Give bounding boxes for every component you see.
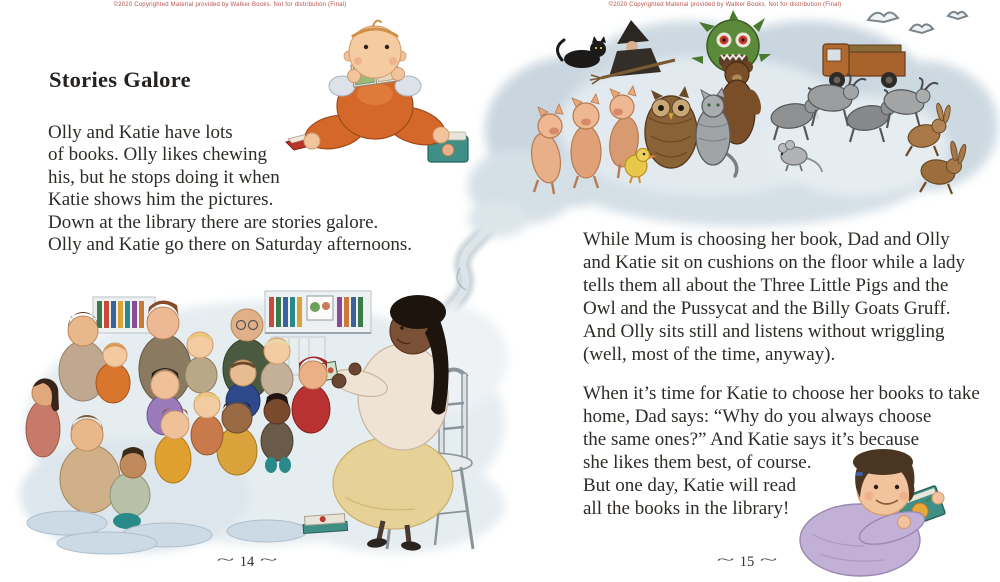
page-number-left bbox=[216, 552, 278, 571]
text-line: all the books in the library! bbox=[583, 498, 790, 519]
right-page-paragraph-1 bbox=[583, 228, 965, 366]
right-page bbox=[500, 0, 1000, 582]
text-line: Katie shows him the pictures. bbox=[48, 189, 274, 211]
text-line: home, Dad says: “Why do you always choose bbox=[583, 406, 932, 427]
text-line: she likes them best, of course. bbox=[583, 452, 812, 473]
text-line: Down at the library there are stories galore. bbox=[48, 211, 379, 233]
page-number: 15 bbox=[739, 554, 755, 570]
right-page-paragraph-2 bbox=[583, 382, 980, 520]
text-line: and Katie sit on cushions on the floor while a lady bbox=[583, 252, 966, 273]
page-number-flourish: ~ bbox=[259, 552, 278, 568]
text-line: Owl and the Pussycat and the Billy Goats Gruff. bbox=[583, 298, 951, 319]
text-line: his, but he stops doing it when bbox=[48, 166, 280, 188]
page-number: 14 bbox=[239, 554, 255, 570]
text-line: of books. Olly likes chewing bbox=[48, 144, 268, 166]
text-line: When it’s time for Katie to choose her books to take bbox=[583, 383, 980, 404]
page-number-flourish: ~ bbox=[716, 552, 735, 568]
page-number-flourish: ~ bbox=[216, 552, 235, 568]
left-page-paragraph bbox=[48, 122, 412, 256]
text-line: Olly and Katie have lots bbox=[48, 122, 233, 143]
text-line: And Olly sits still and listens without wriggling bbox=[583, 321, 945, 342]
copyright-notice-right: ©2020 Copyrighted Material provided by Walker Books. Not for distribution (Final) bbox=[608, 2, 842, 8]
page-number-flourish: ~ bbox=[759, 552, 778, 568]
text-line: But one day, Katie will read bbox=[583, 475, 796, 496]
story-title: Stories Galore bbox=[49, 67, 191, 92]
text-line: (well, most of the time, anyway). bbox=[583, 344, 836, 365]
text-line: While Mum is choosing her book, Dad and Olly bbox=[583, 229, 950, 250]
text-line: Olly and Katie go there on Saturday afternoons. bbox=[48, 234, 413, 256]
copyright-notice-left: ©2020 Copyrighted Material provided by Walker Books. Not for distribution (Final) bbox=[113, 2, 347, 8]
text-line: tells them all about the Three Little Pigs and the bbox=[583, 275, 949, 296]
text-line: the same ones?” And Katie says it’s because bbox=[583, 429, 920, 450]
page-number-right bbox=[716, 552, 778, 571]
